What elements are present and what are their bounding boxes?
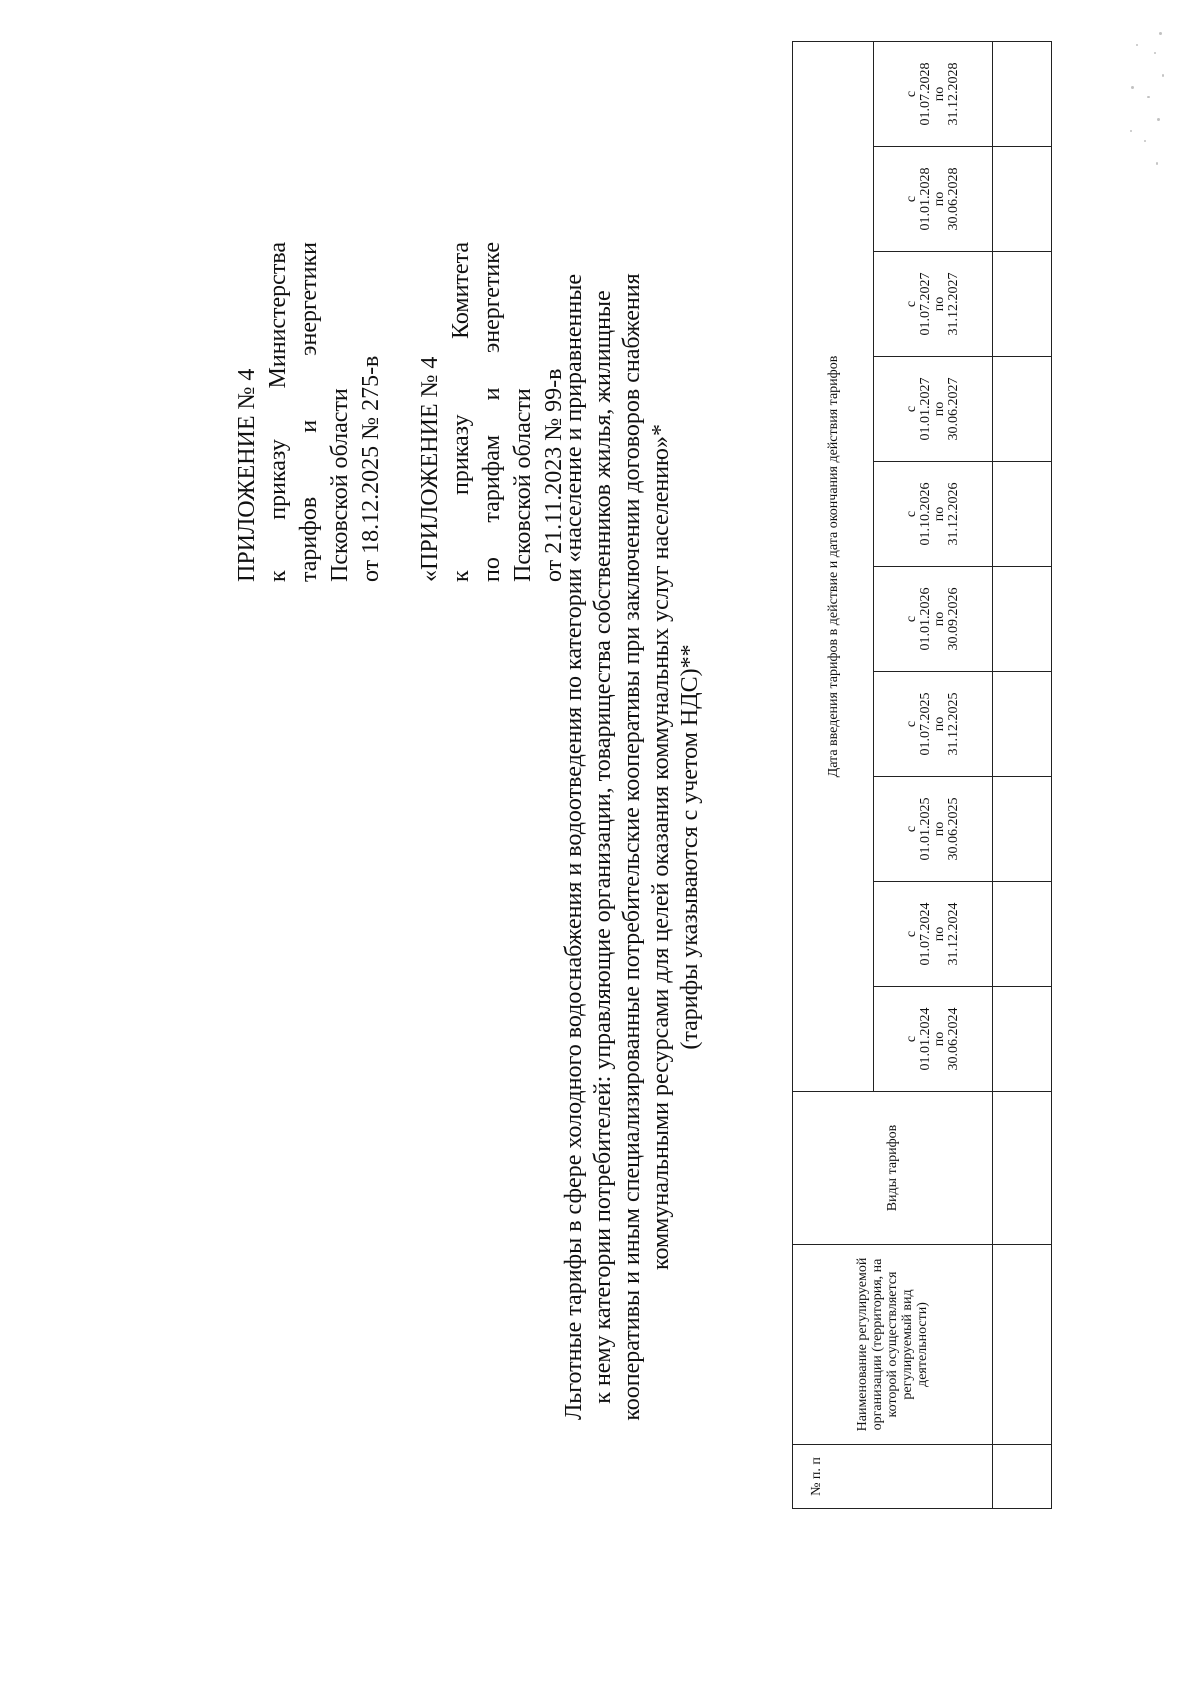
- tariff-table: [792, 41, 1052, 1509]
- period-header: [874, 672, 993, 777]
- approval-line: к приказу Министерства: [265, 242, 291, 582]
- period-to-word: по: [932, 191, 947, 207]
- scan-noise: [1120, 22, 1170, 182]
- period-header: [874, 567, 993, 672]
- approval-title: ПРИЛОЖЕНИЕ № 4: [234, 368, 260, 582]
- table-cell: [993, 462, 1052, 567]
- period-to-word: по: [932, 506, 947, 522]
- table-row: [993, 42, 1052, 1509]
- table-cell: [993, 42, 1052, 147]
- period-header: [874, 42, 993, 147]
- period-to: 30.06.2027: [946, 377, 961, 441]
- title-line: кооперативы и иным специализированные потребительские кооперативы при заключении договоров снабжения: [619, 273, 645, 1421]
- period-from: 01.01.2025: [918, 797, 933, 861]
- title-line: Льготные тарифы в сфере холодного водоснабжения и водоотведения по категории «население и приравненные: [561, 274, 587, 1420]
- period-from: 01.07.2025: [918, 692, 933, 756]
- period-to: 31.12.2024: [946, 902, 961, 966]
- table-cell: [993, 1445, 1052, 1509]
- period-from-word: с: [904, 615, 919, 623]
- period-from: 01.07.2027: [918, 272, 933, 336]
- period-header: [874, 252, 993, 357]
- table-cell: [993, 882, 1052, 987]
- period-to-word: по: [932, 401, 947, 417]
- period-to-word: по: [932, 86, 947, 102]
- table-cell: [993, 1245, 1052, 1445]
- table-cell: [993, 147, 1052, 252]
- period-from: 01.07.2024: [918, 902, 933, 966]
- period-to: 30.06.2025: [946, 797, 961, 861]
- period-header: [874, 357, 993, 462]
- title-line: коммунальными ресурсами для целей оказания коммунальных услуг населению»*: [648, 424, 674, 1270]
- approval-line: Псковской области: [327, 388, 353, 582]
- period-from-word: с: [904, 825, 919, 833]
- period-to: 30.06.2024: [946, 1007, 961, 1071]
- period-from-word: с: [904, 1035, 919, 1043]
- approval-block: [232, 242, 570, 582]
- column-group-header-dates: Дата введения тарифов в действие и дата окончания действия тарифов: [793, 42, 874, 1092]
- period-to: 31.12.2025: [946, 692, 961, 756]
- document-title: [560, 117, 705, 1577]
- period-from: 01.01.2024: [918, 1007, 933, 1071]
- period-to: 31.12.2028: [946, 62, 961, 126]
- table-cell: [993, 672, 1052, 777]
- table-cell: [993, 1092, 1052, 1245]
- table-cell: [993, 987, 1052, 1092]
- column-header-number: № п. п: [793, 1445, 993, 1509]
- period-from: 01.10.2026: [918, 482, 933, 546]
- table-cell: [993, 567, 1052, 672]
- period-from-word: с: [904, 930, 919, 938]
- title-line: (тарифы указываются с учетом НДС)**: [677, 644, 703, 1050]
- table-cell: [993, 777, 1052, 882]
- previous-approval-line: к приказу Комитета: [448, 242, 474, 582]
- period-header: [874, 777, 993, 882]
- period-header: [874, 882, 993, 987]
- period-header: [874, 987, 993, 1092]
- period-from-word: с: [904, 720, 919, 728]
- period-from-word: с: [904, 195, 919, 203]
- period-from-word: с: [904, 405, 919, 413]
- period-to-word: по: [932, 1031, 947, 1047]
- period-to: 30.09.2026: [946, 587, 961, 651]
- period-to-word: по: [932, 716, 947, 732]
- period-from: 01.01.2026: [918, 587, 933, 651]
- period-from-word: с: [904, 90, 919, 98]
- table-cell: [993, 252, 1052, 357]
- period-header: [874, 462, 993, 567]
- period-to: 31.12.2027: [946, 272, 961, 336]
- period-to-word: по: [932, 926, 947, 942]
- approval-date: от 18.12.2025 № 275-в: [358, 355, 384, 582]
- period-to-word: по: [932, 296, 947, 312]
- period-to-word: по: [932, 821, 947, 837]
- period-from: 01.01.2028: [918, 167, 933, 231]
- period-to-word: по: [932, 611, 947, 627]
- title-line: к нему категории потребителей: управляющие организации, товарищества собственников жилья, жилищные: [590, 290, 616, 1404]
- column-header-organization: Наименование регулируемой организации (территория, на которой осуществляется регулируемый вид деятельности): [793, 1245, 993, 1445]
- previous-approval-line: по тарифам и энергетике: [479, 242, 505, 582]
- approval-line: тарифов и энергетики: [296, 242, 322, 582]
- previous-approval-date: от 21.11.2023 № 99-в: [541, 368, 567, 582]
- period-header: [874, 147, 993, 252]
- period-from-word: с: [904, 300, 919, 308]
- previous-approval-line: Псковской области: [510, 388, 536, 582]
- previous-approval-title: «ПРИЛОЖЕНИЕ № 4: [417, 356, 443, 582]
- table-header-row: [793, 42, 874, 1509]
- period-to: 30.06.2028: [946, 167, 961, 231]
- period-from-word: с: [904, 510, 919, 518]
- table-cell: [993, 357, 1052, 462]
- column-header-tariff-type: Виды тарифов: [793, 1092, 993, 1245]
- period-from: 01.07.2028: [918, 62, 933, 126]
- period-to: 31.12.2026: [946, 482, 961, 546]
- period-from: 01.01.2027: [918, 377, 933, 441]
- approval-spacer: [387, 242, 415, 582]
